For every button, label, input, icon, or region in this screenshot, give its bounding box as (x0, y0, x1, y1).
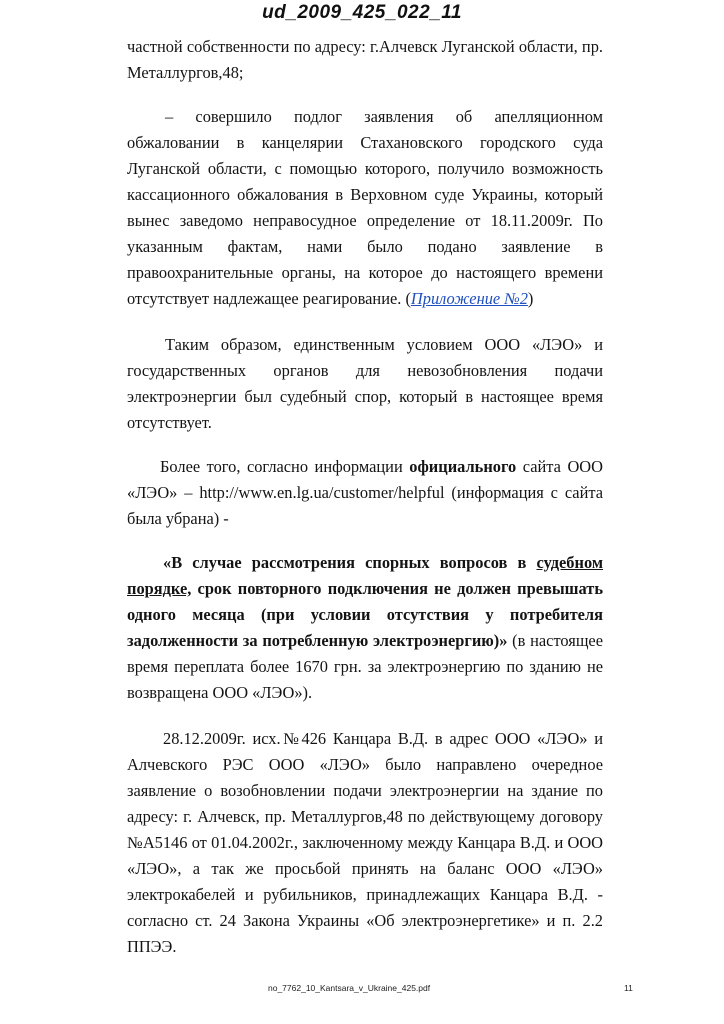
paragraph-forgery (127, 104, 603, 312)
paragraph-website (127, 454, 603, 532)
official-emphasis: официального (409, 457, 517, 476)
appendix-2-link[interactable]: Приложение №2 (410, 289, 528, 308)
paragraph-conclusion: Таким образом, единственным условием ООО «ЛЭО» и государственных органов для невозобновления подачи электроэнергии был судебный спор, который в настоящее время отсутствует. (127, 335, 603, 432)
quote-bold-a: «В случае рассмотрения спорных вопросов в (163, 553, 537, 572)
document-body (127, 34, 603, 960)
paragraph-forgery-tail: ) (527, 289, 534, 308)
page-number: 11 (624, 983, 633, 993)
paragraph-address: частной собственности по адресу: г.Алчевск Луганской области, пр. Металлургов,48; (127, 37, 603, 82)
quote-bold-b: срок повторного подключения не должен превышать одного месяца (при условии отсутствия у потребителя задолженности за потребленную электроэнергию)» (127, 579, 603, 650)
document-header-id: ud_2009_425_022_11 (262, 2, 462, 23)
quote-bold-underlined: судебном порядке, (127, 553, 603, 598)
quote-tail: (в настоящее время переплата более 1670 грн. за электроэнергию по зданию не возвращена ООО «ЛЭО»). (127, 631, 603, 702)
paragraph-request: 28.12.2009г. исх.№426 Канцара В.Д. в адрес ООО «ЛЭО» и Алчевского РЭС ООО «ЛЭО» было направлено очередное заявление о возобновлении подачи электроэнергии на здание по адресу: г. Алчевск, пр. Металлургов,48 по действующему договору №А5146 от 01.04.2002г., заключенному между Канцара В.Д. и ООО «ЛЭО», а так же просьбой принять на баланс ООО «ЛЭО» электрокабелей и рубильников, принадлежащих Канцара В.Д. - согласно ст. 24 Закона Украины «Об электроэнергетике» и п. 2.2 ППЭЭ. (127, 729, 603, 956)
paragraph-quote (127, 550, 603, 706)
paragraph-website-text-a: Более того, согласно информации (160, 457, 410, 476)
paragraph-forgery-text: – совершило подлог заявления об апелляционном обжаловании в канцелярии Стахановского городского суда Луганской области, с помощью которого, получило возможность кассационного обжалования в Верховном суде Украины, который вынес заведомо неправосудное определение от 18.11.2009г. По указанным фактам, нами было подано заявление в правоохранительные органы, на которое до настоящего времени отсутствует надлежащее реагирование. ( (127, 107, 603, 308)
footer-filename: no_7762_10_Kantsara_v_Ukraine_425.pdf (268, 983, 431, 993)
paragraph-website-text-b: сайта ООО «ЛЭО» – http://www.en.lg.ua/customer/helpful (информация с сайта была убрана) - (127, 457, 603, 528)
